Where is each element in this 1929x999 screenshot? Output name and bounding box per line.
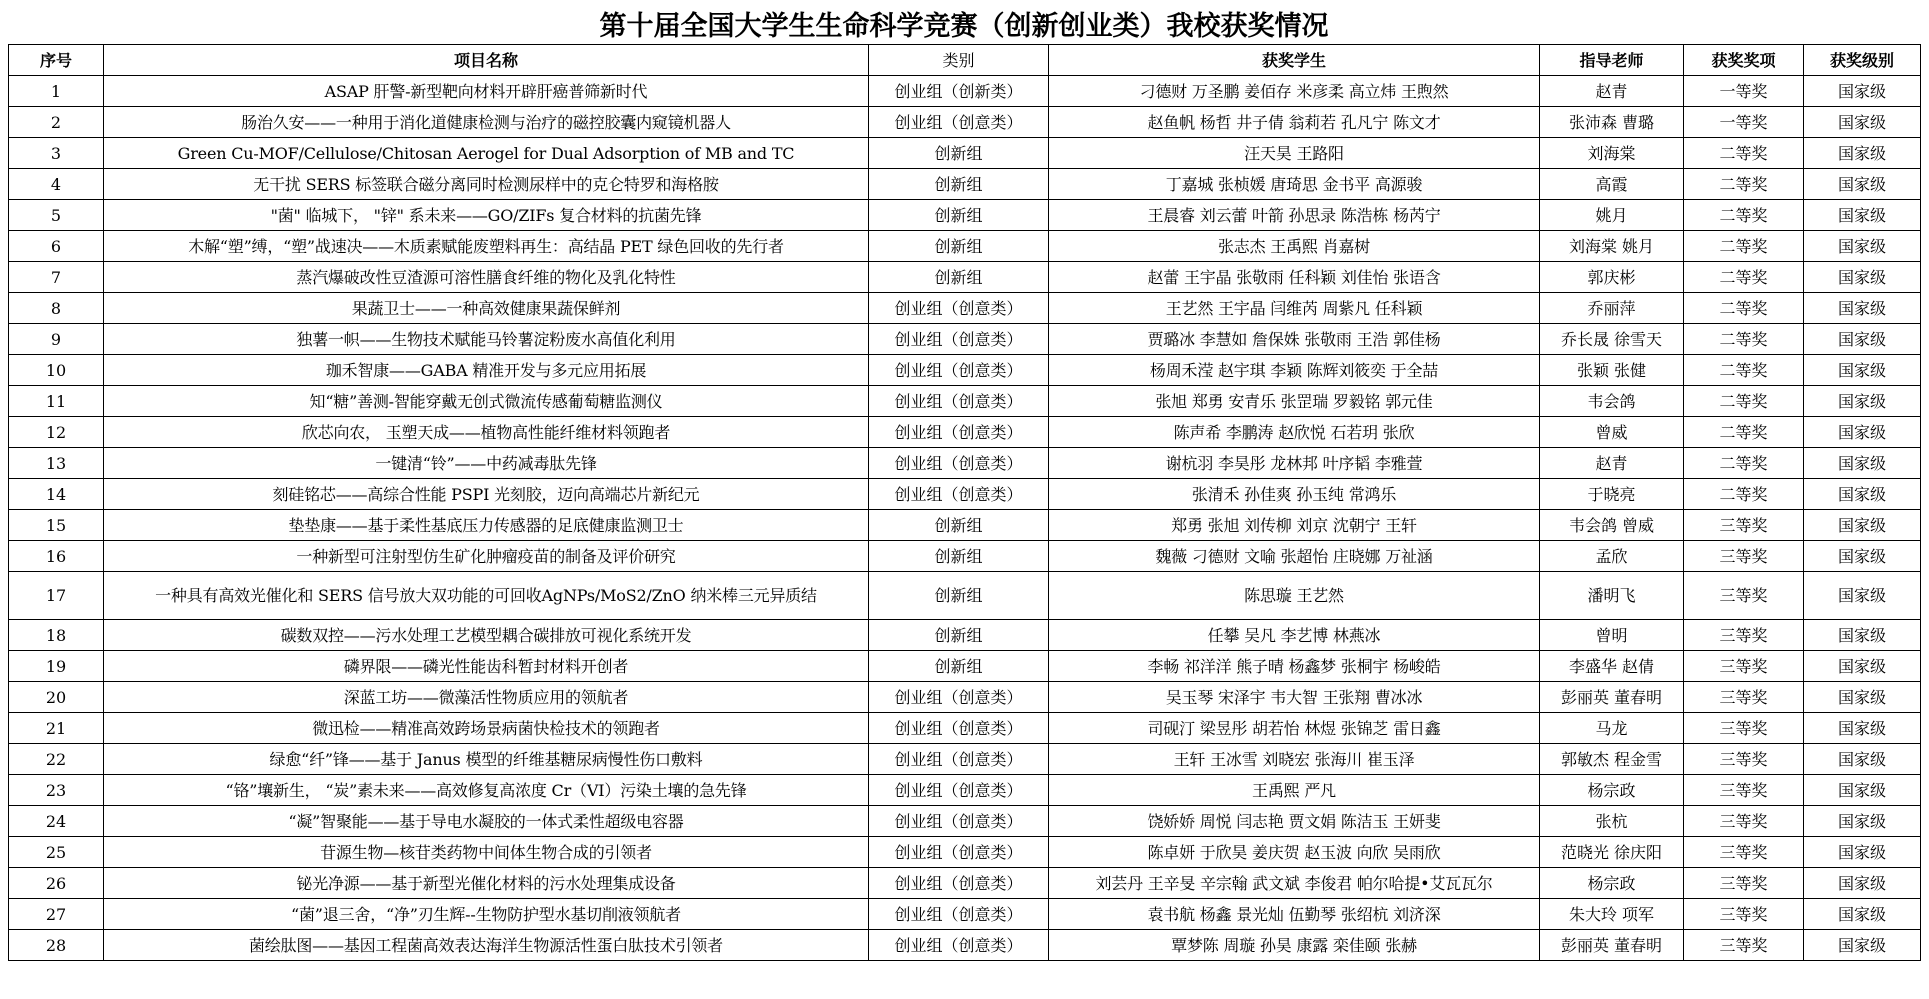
cell-index: 19 — [9, 651, 104, 682]
table-row — [9, 107, 1921, 138]
table-row — [9, 417, 1921, 448]
cell-students: 王晨睿 刘云蕾 叶箭 孙思录 陈浩栋 杨芮宁 — [1049, 200, 1540, 231]
cell-award: 一等奖 — [1684, 107, 1804, 138]
page-title: 第十届全国大学生生命科学竞赛（创新创业类）我校获奖情况 — [599, 10, 1329, 42]
cell-category: 创新组 — [869, 169, 1049, 200]
cell-index: 1 — [9, 76, 104, 107]
cell-students: 刘芸丹 王辛旻 辛宗翰 武文斌 李俊君 帕尔哈提•艾瓦瓦尔 — [1049, 868, 1540, 899]
cell-project: 珈禾智康——GABA 精准开发与多元应用拓展 — [104, 355, 869, 386]
cell-students: 陈卓妍 于欣昊 姜庆贺 赵玉波 向欣 吴雨欣 — [1049, 837, 1540, 868]
cell-category: 创新组 — [869, 541, 1049, 572]
cell-advisor: 刘海棠 — [1540, 138, 1684, 169]
cell-category: 创新组 — [869, 231, 1049, 262]
cell-project: “铬”壤新生， “炭”素未来——高效修复高浓度 Cr（VI）污染土壤的急先锋 — [104, 775, 869, 806]
cell-index: 22 — [9, 744, 104, 775]
header-index: 序号 — [9, 45, 104, 76]
cell-index: 15 — [9, 510, 104, 541]
table-row — [9, 386, 1921, 417]
cell-advisor: 于晓亮 — [1540, 479, 1684, 510]
table-row — [9, 169, 1921, 200]
table-row — [9, 775, 1921, 806]
header-category: 类别 — [869, 45, 1049, 76]
cell-index: 21 — [9, 713, 104, 744]
cell-award: 三等奖 — [1684, 837, 1804, 868]
cell-index: 6 — [9, 231, 104, 262]
cell-award: 三等奖 — [1684, 682, 1804, 713]
cell-students: 任攀 吴凡 李艺博 林燕冰 — [1049, 620, 1540, 651]
table-row — [9, 541, 1921, 572]
cell-project: 果蔬卫士——一种高效健康果蔬保鲜剂 — [104, 293, 869, 324]
table-row — [9, 899, 1921, 930]
cell-index: 10 — [9, 355, 104, 386]
cell-level: 国家级 — [1804, 651, 1921, 682]
cell-index: 23 — [9, 775, 104, 806]
cell-advisor: 马龙 — [1540, 713, 1684, 744]
cell-project: “凝”智聚能——基于导电水凝胶的一体式柔性超级电容器 — [104, 806, 869, 837]
cell-level: 国家级 — [1804, 682, 1921, 713]
cell-award: 二等奖 — [1684, 448, 1804, 479]
cell-students: 张志杰 王禹熙 肖嘉树 — [1049, 231, 1540, 262]
cell-award: 二等奖 — [1684, 169, 1804, 200]
cell-students: 王艺然 王宇晶 闫维芮 周紫凡 任科颖 — [1049, 293, 1540, 324]
cell-students: 陈声希 李鹏涛 赵欣悦 石若玥 张欣 — [1049, 417, 1540, 448]
cell-students: 张旭 郑勇 安青乐 张罡瑞 罗毅铭 郭元佳 — [1049, 386, 1540, 417]
cell-index: 16 — [9, 541, 104, 572]
cell-advisor: 张沛森 曹璐 — [1540, 107, 1684, 138]
cell-project: “菌”退三舍，“净”刃生辉--生物防护型水基切削液领航者 — [104, 899, 869, 930]
cell-level: 国家级 — [1804, 417, 1921, 448]
cell-advisor: 曾威 — [1540, 417, 1684, 448]
cell-project: 一种新型可注射型仿生矿化肿瘤疫苗的制备及评价研究 — [104, 541, 869, 572]
cell-advisor: 赵青 — [1540, 76, 1684, 107]
cell-index: 3 — [9, 138, 104, 169]
cell-students: 王禹熙 严凡 — [1049, 775, 1540, 806]
cell-index: 24 — [9, 806, 104, 837]
cell-students: 袁书航 杨鑫 景光灿 伍勤琴 张绍杭 刘济深 — [1049, 899, 1540, 930]
cell-advisor: 乔长晟 徐雪天 — [1540, 324, 1684, 355]
cell-students: 吴玉琴 宋泽宇 韦大智 王张翔 曹冰冰 — [1049, 682, 1540, 713]
cell-category: 创业组（创意类） — [869, 324, 1049, 355]
cell-index: 20 — [9, 682, 104, 713]
cell-students: 赵蕾 王宇晶 张敬雨 任科颖 刘佳怡 张语含 — [1049, 262, 1540, 293]
table-row — [9, 138, 1921, 169]
cell-students: 陈思璇 王艺然 — [1049, 572, 1540, 620]
awards-table — [8, 44, 1921, 961]
cell-project: "菌" 临城下， "锌" 系未来——GO/ZIFs 复合材料的抗菌先锋 — [104, 200, 869, 231]
cell-students: 魏薇 刁德财 文喻 张超怡 庄晓娜 万祉涵 — [1049, 541, 1540, 572]
table-row — [9, 510, 1921, 541]
cell-level: 国家级 — [1804, 76, 1921, 107]
cell-category: 创新组 — [869, 200, 1049, 231]
cell-level: 国家级 — [1804, 324, 1921, 355]
cell-award: 三等奖 — [1684, 868, 1804, 899]
cell-level: 国家级 — [1804, 293, 1921, 324]
cell-award: 二等奖 — [1684, 479, 1804, 510]
cell-advisor: 张颖 张健 — [1540, 355, 1684, 386]
cell-advisor: 曾明 — [1540, 620, 1684, 651]
cell-category: 创业组（创意类） — [869, 744, 1049, 775]
cell-level: 国家级 — [1804, 138, 1921, 169]
cell-level: 国家级 — [1804, 899, 1921, 930]
cell-award: 二等奖 — [1684, 200, 1804, 231]
table-row — [9, 651, 1921, 682]
cell-index: 25 — [9, 837, 104, 868]
table-row — [9, 355, 1921, 386]
cell-students: 刁德财 万圣鹏 姜佰存 米彦柔 高立炜 王煦然 — [1049, 76, 1540, 107]
cell-award: 三等奖 — [1684, 713, 1804, 744]
table-row — [9, 200, 1921, 231]
cell-students: 汪天昊 王路阳 — [1049, 138, 1540, 169]
cell-category: 创新组 — [869, 262, 1049, 293]
cell-index: 4 — [9, 169, 104, 200]
cell-project: ASAP 肝警-新型靶向材料开辟肝癌普筛新时代 — [104, 76, 869, 107]
cell-level: 国家级 — [1804, 479, 1921, 510]
cell-level: 国家级 — [1804, 744, 1921, 775]
cell-level: 国家级 — [1804, 541, 1921, 572]
cell-award: 三等奖 — [1684, 775, 1804, 806]
cell-advisor: 张杭 — [1540, 806, 1684, 837]
cell-category: 创业组（创意类） — [869, 386, 1049, 417]
cell-category: 创新组 — [869, 620, 1049, 651]
cell-category: 创新组 — [869, 572, 1049, 620]
cell-level: 国家级 — [1804, 355, 1921, 386]
cell-project: 苷源生物—核苷类药物中间体生物合成的引领者 — [104, 837, 869, 868]
cell-award: 二等奖 — [1684, 386, 1804, 417]
table-header-row — [9, 45, 1921, 76]
cell-category: 创业组（创意类） — [869, 107, 1049, 138]
table-row — [9, 868, 1921, 899]
cell-project: 一键清“铃”——中药减毒肽先锋 — [104, 448, 869, 479]
cell-category: 创业组（创意类） — [869, 293, 1049, 324]
cell-level: 国家级 — [1804, 713, 1921, 744]
cell-category: 创业组（创意类） — [869, 837, 1049, 868]
cell-index: 17 — [9, 572, 104, 620]
cell-project: 独薯一帜——生物技术赋能马铃薯淀粉废水高值化利用 — [104, 324, 869, 355]
cell-advisor: 乔丽萍 — [1540, 293, 1684, 324]
cell-index: 12 — [9, 417, 104, 448]
cell-level: 国家级 — [1804, 231, 1921, 262]
cell-advisor: 彭丽英 董春明 — [1540, 682, 1684, 713]
cell-level: 国家级 — [1804, 200, 1921, 231]
cell-award: 二等奖 — [1684, 293, 1804, 324]
cell-award: 二等奖 — [1684, 417, 1804, 448]
cell-level: 国家级 — [1804, 620, 1921, 651]
cell-level: 国家级 — [1804, 262, 1921, 293]
cell-award: 三等奖 — [1684, 899, 1804, 930]
cell-project: 木解“塑”缚，“塑”战速决——木质素赋能废塑料再生：高结晶 PET 绿色回收的先行者 — [104, 231, 869, 262]
cell-advisor: 郭敏杰 程金雪 — [1540, 744, 1684, 775]
cell-index: 26 — [9, 868, 104, 899]
cell-category: 创业组（创意类） — [869, 930, 1049, 961]
cell-students: 张清禾 孙佳爽 孙玉纯 常鸿乐 — [1049, 479, 1540, 510]
cell-students: 司砚汀 梁昱彤 胡若怡 林煜 张锦芝 雷日鑫 — [1049, 713, 1540, 744]
cell-project: 碳数双控——污水处理工艺模型耦合碳排放可视化系统开发 — [104, 620, 869, 651]
table-row — [9, 324, 1921, 355]
cell-level: 国家级 — [1804, 107, 1921, 138]
cell-category: 创业组（创意类） — [869, 417, 1049, 448]
table-row — [9, 293, 1921, 324]
cell-level: 国家级 — [1804, 169, 1921, 200]
cell-index: 9 — [9, 324, 104, 355]
cell-students: 杨周禾滢 赵宇琪 李颖 陈辉刘筱奕 于全喆 — [1049, 355, 1540, 386]
table-row — [9, 76, 1921, 107]
cell-award: 三等奖 — [1684, 620, 1804, 651]
cell-index: 2 — [9, 107, 104, 138]
cell-project: 微迅检——精准高效跨场景病菌快检技术的领跑者 — [104, 713, 869, 744]
cell-award: 三等奖 — [1684, 806, 1804, 837]
header-students: 获奖学生 — [1049, 45, 1540, 76]
cell-project: 一种具有高效光催化和 SERS 信号放大双功能的可回收AgNPs/MoS2/ZnO 纳米棒三元异质结 — [104, 572, 869, 620]
cell-category: 创业组（创意类） — [869, 713, 1049, 744]
cell-advisor: 刘海棠 姚月 — [1540, 231, 1684, 262]
cell-project: 菌绘肽图——基因工程菌高效表达海洋生物源活性蛋白肽技术引领者 — [104, 930, 869, 961]
cell-award: 三等奖 — [1684, 930, 1804, 961]
cell-index: 11 — [9, 386, 104, 417]
cell-level: 国家级 — [1804, 448, 1921, 479]
table-row — [9, 930, 1921, 961]
cell-students: 饶娇娇 周悦 闫志艳 贾文娟 陈洁玉 王妍斐 — [1049, 806, 1540, 837]
cell-advisor: 范晓光 徐庆阳 — [1540, 837, 1684, 868]
cell-index: 18 — [9, 620, 104, 651]
cell-award: 二等奖 — [1684, 262, 1804, 293]
cell-students: 丁嘉城 张桢媛 唐琦思 金书平 高源骏 — [1049, 169, 1540, 200]
cell-index: 13 — [9, 448, 104, 479]
table-row — [9, 479, 1921, 510]
cell-award: 二等奖 — [1684, 138, 1804, 169]
cell-advisor: 赵青 — [1540, 448, 1684, 479]
cell-category: 创新组 — [869, 651, 1049, 682]
cell-advisor: 李盛华 赵倩 — [1540, 651, 1684, 682]
cell-award: 三等奖 — [1684, 744, 1804, 775]
table-row — [9, 682, 1921, 713]
cell-advisor: 郭庆彬 — [1540, 262, 1684, 293]
cell-category: 创业组（创意类） — [869, 806, 1049, 837]
cell-advisor: 杨宗政 — [1540, 775, 1684, 806]
cell-advisor: 孟欣 — [1540, 541, 1684, 572]
cell-level: 国家级 — [1804, 930, 1921, 961]
cell-award: 三等奖 — [1684, 572, 1804, 620]
table-row — [9, 744, 1921, 775]
cell-level: 国家级 — [1804, 775, 1921, 806]
cell-category: 创业组（创意类） — [869, 899, 1049, 930]
table-row — [9, 262, 1921, 293]
cell-advisor: 杨宗政 — [1540, 868, 1684, 899]
cell-advisor: 韦会鸽 — [1540, 386, 1684, 417]
cell-award: 三等奖 — [1684, 651, 1804, 682]
cell-project: 无干扰 SERS 标签联合磁分离同时检测尿样中的克仑特罗和海格胺 — [104, 169, 869, 200]
cell-category: 创业组（创新类） — [869, 76, 1049, 107]
cell-project: 知“糖”善测-智能穿戴无创式微流传感葡萄糖监测仪 — [104, 386, 869, 417]
cell-index: 7 — [9, 262, 104, 293]
cell-students: 贾璐冰 李慧如 詹保姝 张敬雨 王浩 郭佳杨 — [1049, 324, 1540, 355]
cell-project: 肠治久安——一种用于消化道健康检测与治疗的磁控胶囊内窥镜机器人 — [104, 107, 869, 138]
cell-level: 国家级 — [1804, 510, 1921, 541]
cell-award: 二等奖 — [1684, 231, 1804, 262]
cell-index: 28 — [9, 930, 104, 961]
cell-advisor: 彭丽英 董春明 — [1540, 930, 1684, 961]
table-row — [9, 713, 1921, 744]
cell-index: 14 — [9, 479, 104, 510]
cell-project: 绿愈“纤”锋——基于 Janus 模型的纤维基糖尿病慢性伤口敷料 — [104, 744, 869, 775]
cell-category: 创新组 — [869, 138, 1049, 169]
cell-level: 国家级 — [1804, 386, 1921, 417]
cell-index: 5 — [9, 200, 104, 231]
cell-level: 国家级 — [1804, 868, 1921, 899]
table-row — [9, 572, 1921, 620]
cell-index: 8 — [9, 293, 104, 324]
cell-level: 国家级 — [1804, 572, 1921, 620]
cell-category: 创业组（创意类） — [869, 448, 1049, 479]
cell-category: 创业组（创意类） — [869, 682, 1049, 713]
cell-project: 磷界限——磷光性能齿科暂封材料开创者 — [104, 651, 869, 682]
cell-award: 二等奖 — [1684, 355, 1804, 386]
cell-award: 三等奖 — [1684, 541, 1804, 572]
cell-project: 垫垫康——基于柔性基底压力传感器的足底健康监测卫士 — [104, 510, 869, 541]
table-row — [9, 448, 1921, 479]
cell-project: 深蓝工坊——微藻活性物质应用的领航者 — [104, 682, 869, 713]
cell-category: 创业组（创意类） — [869, 775, 1049, 806]
cell-advisor: 高霞 — [1540, 169, 1684, 200]
cell-students: 王轩 王冰雪 刘晓宏 张海川 崔玉泽 — [1049, 744, 1540, 775]
header-project: 项目名称 — [104, 45, 869, 76]
cell-project: Green Cu-MOF/Cellulose/Chitosan Aerogel for Dual Adsorption of MB and TC — [104, 138, 869, 169]
cell-level: 国家级 — [1804, 806, 1921, 837]
cell-advisor: 姚月 — [1540, 200, 1684, 231]
cell-project: 欣芯向农， 玉塑天成——植物高性能纤维材料领跑者 — [104, 417, 869, 448]
cell-index: 27 — [9, 899, 104, 930]
table-row — [9, 231, 1921, 262]
table-row — [9, 806, 1921, 837]
cell-category: 创新组 — [869, 510, 1049, 541]
header-level: 获奖级别 — [1804, 45, 1921, 76]
header-award: 获奖奖项 — [1684, 45, 1804, 76]
cell-category: 创业组（创意类） — [869, 868, 1049, 899]
cell-category: 创业组（创意类） — [869, 355, 1049, 386]
cell-students: 郑勇 张旭 刘传柳 刘京 沈朝宁 王轩 — [1049, 510, 1540, 541]
cell-level: 国家级 — [1804, 837, 1921, 868]
cell-students: 覃梦陈 周璇 孙昊 康露 栾佳颐 张赫 — [1049, 930, 1540, 961]
cell-project: 铋光净源——基于新型光催化材料的污水处理集成设备 — [104, 868, 869, 899]
cell-students: 谢杭羽 李昊彤 龙林邦 叶序韬 李雅萱 — [1049, 448, 1540, 479]
cell-award: 三等奖 — [1684, 510, 1804, 541]
cell-project: 刻硅铭芯——高综合性能 PSPI 光刻胶，迈向高端芯片新纪元 — [104, 479, 869, 510]
header-advisor: 指导老师 — [1540, 45, 1684, 76]
cell-award: 二等奖 — [1684, 324, 1804, 355]
cell-students: 赵鱼帆 杨哲 井子倩 翁莉若 孔凡宁 陈文才 — [1049, 107, 1540, 138]
cell-students: 李畅 祁洋洋 熊子晴 杨鑫梦 张桐宇 杨峻皓 — [1049, 651, 1540, 682]
cell-category: 创业组（创意类） — [869, 479, 1049, 510]
table-row — [9, 620, 1921, 651]
cell-advisor: 潘明飞 — [1540, 572, 1684, 620]
table-row — [9, 837, 1921, 868]
cell-award: 一等奖 — [1684, 76, 1804, 107]
cell-project: 蒸汽爆破改性豆渣源可溶性膳食纤维的物化及乳化特性 — [104, 262, 869, 293]
cell-advisor: 朱大玲 项军 — [1540, 899, 1684, 930]
cell-advisor: 韦会鸽 曾威 — [1540, 510, 1684, 541]
